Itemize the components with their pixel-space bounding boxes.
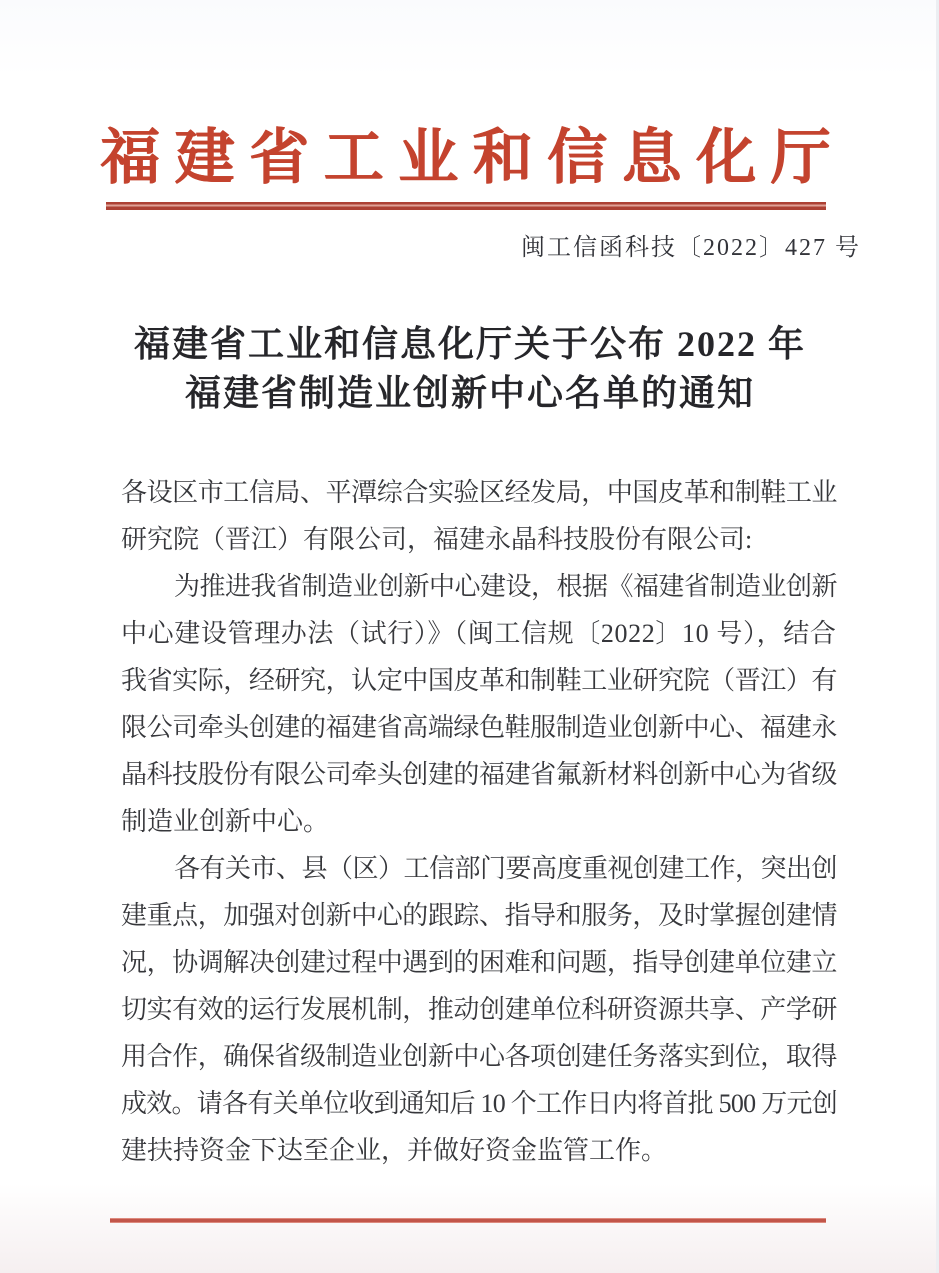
body-line-text: 建扶持资金下达至企业，并做好资金监管工作。 — [121, 1136, 668, 1165]
body-line — [121, 751, 837, 798]
body-line-text: 用合作，确保省级制造业创新中心各项创建任务落实到位，取得 — [121, 1042, 838, 1071]
footer-rule — [110, 1218, 826, 1223]
body-line — [121, 469, 837, 516]
body-line — [121, 704, 837, 751]
body-line — [121, 1080, 837, 1127]
body-line-text: 成效。请各有关单位收到通知后 10 个工作日内将首批 500 万元创 — [121, 1089, 838, 1118]
body-line — [121, 610, 837, 657]
body-line — [121, 516, 837, 563]
body-line — [121, 1127, 837, 1174]
notice-title-line-2: 福建省制造业创新中心名单的通知 — [184, 373, 755, 413]
body-line — [121, 798, 837, 845]
body-line — [121, 657, 837, 704]
body-line-text: 研究院（晋江）有限公司，福建永晶科技股份有限公司: — [121, 525, 753, 554]
body-line-text: 建重点，加强对创新中心的跟踪、指导和服务，及时掌握创建情 — [121, 901, 838, 930]
body-line-text: 制造业创新中心。 — [121, 807, 330, 836]
body-line — [121, 986, 837, 1033]
body-line-text: 各有关市、县（区）工信部门要高度重视创建工作，突出创 — [174, 854, 838, 883]
notice-title-line-1: 福建省工业和信息化厅关于公布 2022 年 — [133, 324, 806, 364]
letterhead-rule — [106, 202, 826, 210]
notice-body — [121, 469, 837, 1174]
body-line — [121, 892, 837, 939]
body-line-text: 我省实际，经研究，认定中国皮革和制鞋工业研究院（晋江）有 — [121, 666, 838, 695]
body-line-text: 切实有效的运行发展机制，推动创建单位科研资源共享、产学研 — [121, 995, 838, 1024]
body-line-text: 晶科技股份有限公司牵头创建的福建省氟新材料创新中心为省级 — [121, 760, 838, 789]
body-line-text: 中心建设管理办法（试行）》（闽工信规〔2022〕10 号），结合 — [121, 619, 837, 648]
doc-number: 闽工信函科技〔2022〕427 号 — [521, 235, 861, 261]
body-line-text: 况，协调解决创建过程中遇到的困难和问题，指导创建单位建立 — [121, 948, 838, 977]
notice-title — [70, 320, 870, 418]
body-line — [121, 845, 837, 892]
body-line-text: 限公司牵头创建的福建省高端绿色鞋服制造业创新中心、福建永 — [121, 713, 838, 742]
letterhead — [100, 116, 845, 200]
body-line — [121, 939, 837, 986]
body-line-text: 各设区市工信局、平潭综合实验区经发局，中国皮革和制鞋工业 — [121, 478, 838, 507]
body-line — [121, 1033, 837, 1080]
agency-name: 福建省工业和信息化厅 — [100, 125, 845, 191]
body-line — [121, 563, 837, 610]
body-line-text: 为推进我省制造业创新中心建设，根据《福建省制造业创新 — [174, 572, 838, 601]
